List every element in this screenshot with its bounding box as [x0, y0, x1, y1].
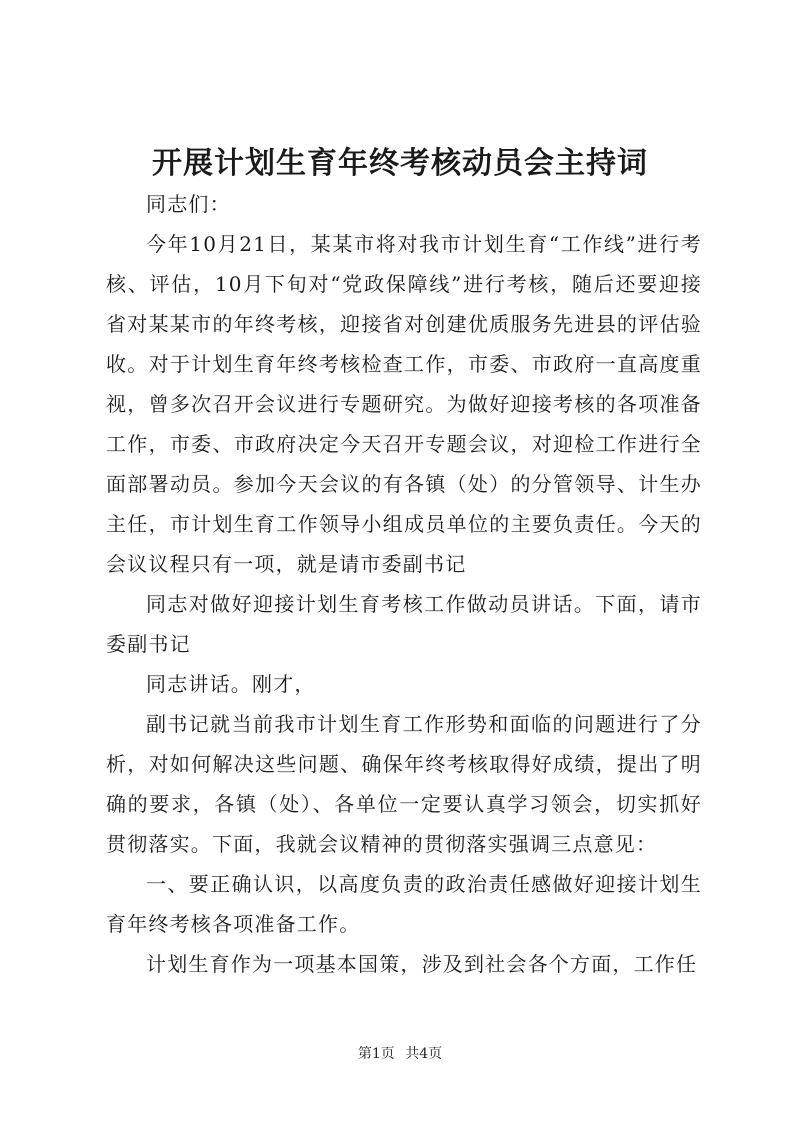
document-title: 开展计划生育年终考核动员会主持词 [152, 146, 648, 181]
paragraph: 今年10月21日，某某市将对我市计划生育“工作线”进行考核、评估，10月下旬对“党政保障线”进行考核，随后还要迎接省对某某市的年终考核，迎接省对创建优质服务先进县的评估验收。对于计划生育年终考核检查工作，市委、市政府一直高度重视，曾多次召开会议进行专题研究。为做好迎接考核的各项准备工作，市委、市政府决定今天召开专题会议，对迎检工作进行全面部署动员。参加今天会议的有各镇（处）的分管领导、计生办主任，市计划生育工作领导小组成员单位的主要负责任。今天的会议议程只有一项，就是请市委副书记 [106, 232, 702, 576]
paragraph-salutation: 同志们： [146, 192, 231, 216]
paragraph: 计划生育作为一项基本国策，涉及到社会各个方面，工作任 [146, 952, 698, 976]
paragraph-heading: 一、要正确认识，以高度负责的政治责任感做好迎接计划生育年终考核各项准备工作。 [106, 872, 702, 936]
page-footer [0, 1044, 800, 1064]
document-body [106, 184, 702, 984]
page-number-current: 第1页 [357, 1046, 395, 1062]
page-number-total: 共4页 [405, 1046, 443, 1062]
paragraph: 同志讲话。刚才， [146, 672, 316, 696]
paragraph: 同志对做好迎接计划生育考核工作做动员讲话。下面，请市委副书记 [106, 592, 702, 656]
paragraph: 副书记就当前我市计划生育工作形势和面临的问题进行了分析，对如何解决这些问题、确保年终考核取得好成绩，提出了明确的要求，各镇（处）、各单位一定要认真学习领会，切实抓好贯彻落实。下面，我就会议精神的贯彻落实强调三点意见： [106, 712, 702, 856]
